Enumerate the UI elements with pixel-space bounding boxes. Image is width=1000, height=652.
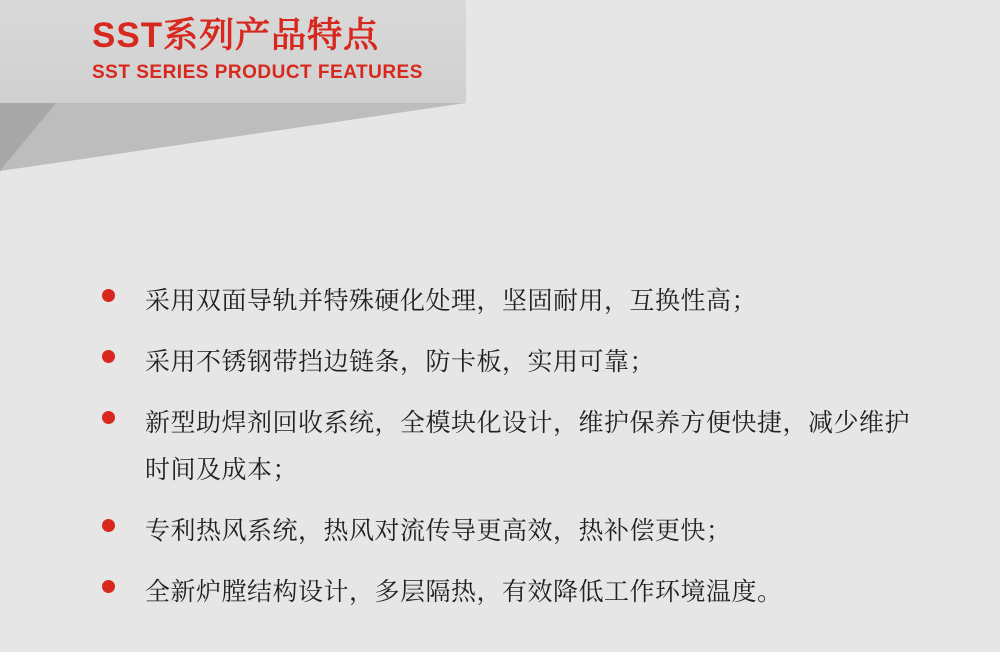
header-banner [0, 0, 466, 103]
list-item [102, 569, 932, 616]
list-item [102, 508, 932, 555]
list-item [102, 278, 932, 325]
feature-text: 采用不锈钢带挡边链条，防卡板，实用可靠； [145, 348, 656, 376]
bullet-icon [102, 289, 115, 302]
ribbon-fold-decoration [0, 103, 466, 173]
page-title-cn: SST系列产品特点 [92, 16, 380, 55]
ribbon-fold-triangle [0, 103, 466, 171]
bullet-icon [102, 519, 115, 532]
feature-text: 专利热风系统，热风对流传导更高效，热补偿更快； [145, 517, 732, 545]
feature-list [102, 278, 932, 630]
list-item [102, 400, 932, 494]
feature-text: 采用双面导轨并特殊硬化处理，坚固耐用，互换性高； [145, 287, 758, 315]
page-title-en: SST SERIES PRODUCT FEATURES [92, 62, 423, 83]
feature-text: 新型助焊剂回收系统，全模块化设计，维护保养方便快捷，减少维护时间及成本； [145, 409, 911, 484]
feature-text: 全新炉膛结构设计，多层隔热，有效降低工作环境温度。 [145, 578, 783, 606]
list-item [102, 339, 932, 386]
header-titles [92, 14, 423, 86]
bullet-icon [102, 411, 115, 424]
bullet-icon [102, 580, 115, 593]
bullet-icon [102, 350, 115, 363]
ribbon-fold-shadow [0, 103, 56, 171]
